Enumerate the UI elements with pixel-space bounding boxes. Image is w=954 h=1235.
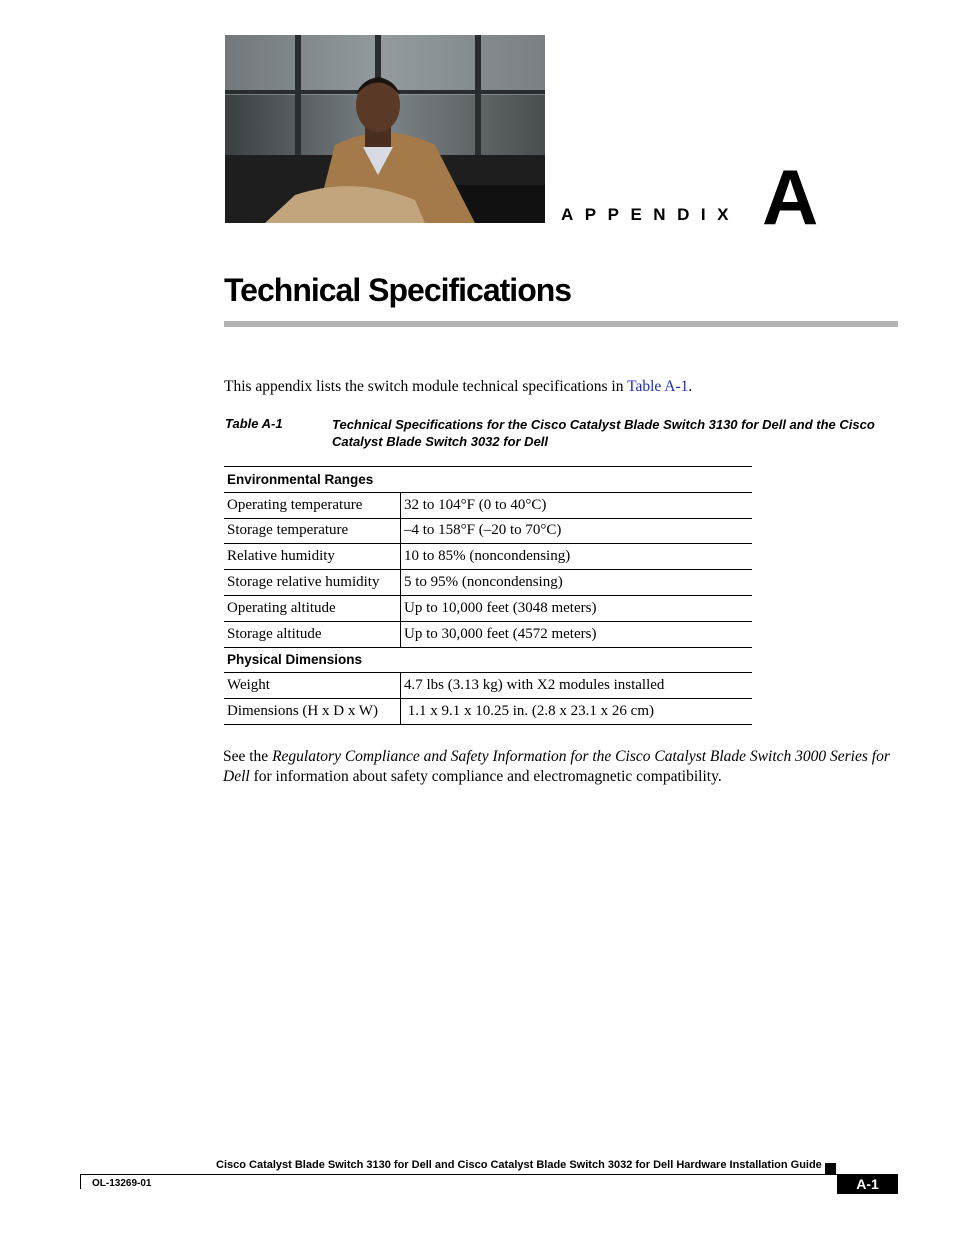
document-reference: Regulatory Compliance and Safety Information for the Cisco Catalyst Blade Switch 3000 Series for Dell [223,748,890,785]
closing-paragraph [223,747,903,786]
spec-label: Operating altitude [224,595,401,621]
spec-label: Storage altitude [224,621,401,647]
footer-guide-title: Cisco Catalyst Blade Switch 3130 for Dell and Cisco Catalyst Blade Switch 3032 for Dell Hardware Installation Guide [216,1159,822,1171]
table-row [224,595,752,621]
section-heading: Environmental Ranges [224,467,752,493]
person-photo-illustration [225,35,545,223]
table-a1-link[interactable]: Table A-1 [627,378,689,395]
closing-text: See the [223,748,273,765]
appendix-label: APPENDIX [561,205,740,224]
footer-doc-number: OL-13269-01 [92,1178,152,1189]
spec-value: Up to 30,000 feet (4572 meters) [401,621,753,647]
appendix-letter: A [762,153,819,241]
table-section-row [224,647,752,673]
table-row [224,699,752,725]
footer-rule [80,1174,898,1175]
spec-value: Up to 10,000 feet (3048 meters) [401,595,753,621]
spec-value: 32 to 104°F (0 to 40°C) [401,492,753,518]
page-title: Technical Specifications [224,272,572,308]
page-number: A-1 [837,1175,898,1194]
intro-text: This appendix lists the switch module technical specifications in [224,378,628,395]
table-row [224,673,752,699]
footer-tick [80,1174,81,1189]
table-caption-text: Technical Specifications for the Cisco Catalyst Blade Switch 3130 for Dell and the Cisco Catalyst Blade Switch 3032 for Dell [332,417,875,449]
intro-text-end: . [688,378,693,395]
section-heading: Physical Dimensions [224,647,752,673]
table-row [224,570,752,596]
title-rule [224,321,898,327]
table-row [224,492,752,518]
spec-label: Dimensions (H x D x W) [224,699,401,725]
table-row [224,621,752,647]
spec-value: 5 to 95% (noncondensing) [401,570,753,596]
spec-label: Relative humidity [224,544,401,570]
spec-value: 10 to 85% (noncondensing) [401,544,753,570]
closing-text-end: for information about safety compliance and electromagnetic compatibility. [249,767,722,785]
table-caption-label: Table A-1 [225,416,283,431]
header-photo [225,35,545,223]
spec-label: Operating temperature [224,492,401,518]
spec-value: 1.1 x 9.1 x 10.25 in. (2.8 x 23.1 x 26 cm) [401,699,753,725]
spec-label: Storage relative humidity [224,570,401,596]
table-section-row [224,467,752,493]
spec-value: –4 to 158°F (–20 to 70°C) [401,518,753,544]
spec-label: Storage temperature [224,518,401,544]
table-row [224,518,752,544]
spec-label: Weight [224,673,401,699]
spec-table [224,466,752,725]
footer-marker [825,1163,836,1174]
intro-paragraph [224,378,692,396]
spec-value: 4.7 lbs (3.13 kg) with X2 modules installed [401,673,753,699]
table-row [224,544,752,570]
